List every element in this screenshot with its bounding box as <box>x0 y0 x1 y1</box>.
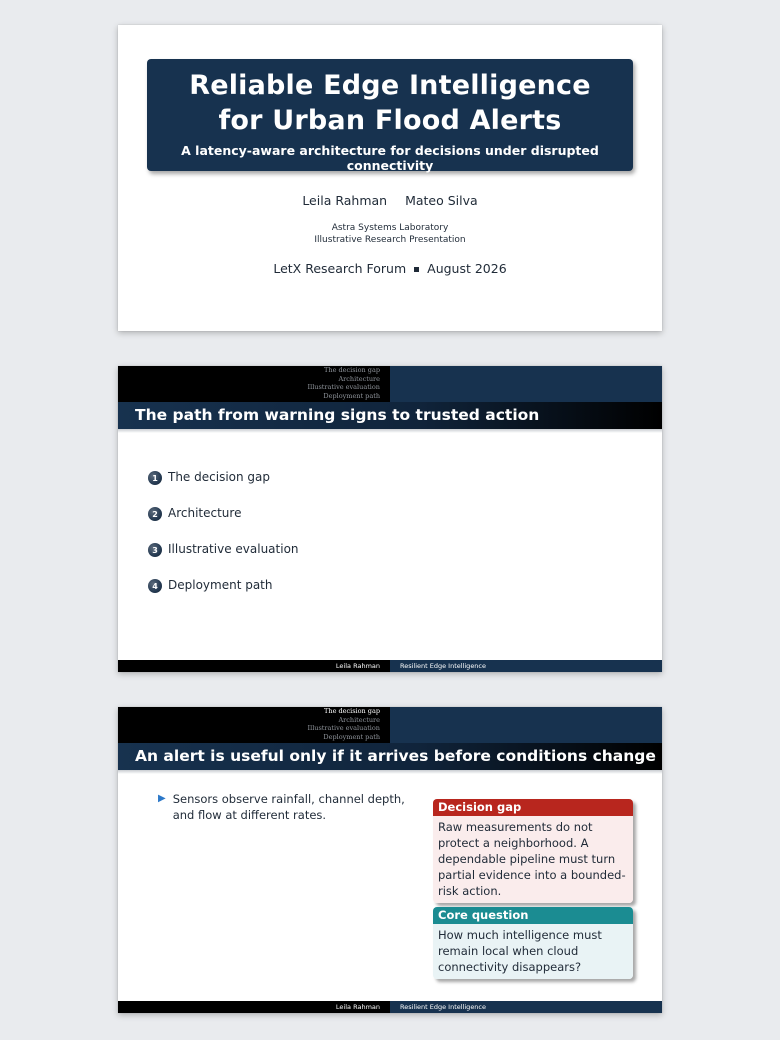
frame-title-shadow <box>118 770 662 774</box>
triangle-right-icon: ▶ <box>158 793 166 804</box>
toc-number-ball: 1 <box>148 471 162 485</box>
toc-item[interactable] <box>148 542 299 578</box>
venue-name: LetX Research Forum <box>273 261 407 276</box>
nav-item-illustrative-evaluation[interactable]: Illustrative evaluation <box>307 724 380 732</box>
nav-item-decision-gap[interactable]: The decision gap <box>324 366 380 374</box>
block-body: How much intelligence must remain local when cloud connectivity disappears? <box>433 924 633 979</box>
toc-item-label: Deployment path <box>168 578 273 592</box>
outline-slide <box>118 366 662 672</box>
toc-item[interactable] <box>148 506 299 542</box>
author-name: Mateo Silva <box>405 193 478 208</box>
affiliation-line: Astra Systems Laboratory <box>331 223 449 233</box>
toc-item[interactable] <box>148 578 299 614</box>
presentation-title-line-2: for Urban Flood Alerts <box>218 105 562 136</box>
slide-footer <box>118 1001 662 1013</box>
toc-number-ball: 4 <box>148 579 162 593</box>
decision-gap-slide <box>118 707 662 1013</box>
block-title: Core question <box>433 907 633 924</box>
frame-title-shadow <box>118 429 662 433</box>
toc-item-label: Illustrative evaluation <box>168 542 299 556</box>
square-bullet-icon <box>414 267 419 272</box>
nav-item-architecture[interactable]: Architecture <box>338 715 380 724</box>
alert-block-decision-gap <box>433 799 633 903</box>
frame-title: The path from warning signs to trusted action <box>118 402 662 429</box>
section-navigation-left <box>118 707 390 743</box>
footer-author: Leila Rahman <box>118 1001 390 1013</box>
table-of-contents <box>148 470 299 614</box>
author-list <box>118 193 662 208</box>
bullet-text: Sensors observe rainfall, channel depth, and flow at different rates. <box>172 792 405 822</box>
footer-author: Leila Rahman <box>118 660 390 672</box>
toc-item-label: Architecture <box>168 506 242 520</box>
slide-footer <box>118 660 662 672</box>
nav-item-decision-gap-active[interactable]: The decision gap <box>324 707 380 715</box>
venue-line <box>118 261 662 276</box>
presentation-subtitle: A latency-aware architecture for decisions under disrupted connectivity <box>181 143 599 173</box>
nav-item-illustrative-evaluation[interactable]: Illustrative evaluation <box>307 383 380 391</box>
example-block-core-question <box>433 907 633 979</box>
block-body: Raw measurements do not protect a neighborhood. A dependable pipeline must turn partial evidence into a bounded-risk action. <box>433 816 633 903</box>
title-box <box>147 59 633 171</box>
title-slide <box>118 25 662 331</box>
presentation-date: August 2026 <box>427 261 507 276</box>
toc-item[interactable] <box>148 470 299 506</box>
frame-title: An alert is useful only if it arrives before conditions change <box>118 743 662 770</box>
section-navigation-list <box>308 366 380 400</box>
nav-item-architecture[interactable]: Architecture <box>338 374 380 383</box>
section-navigation-bar <box>118 366 662 402</box>
section-navigation-left <box>118 366 390 402</box>
presentation-title-line-1: Reliable Edge Intelligence <box>189 70 591 101</box>
footer-short-title: Resilient Edge Intelligence <box>390 660 662 672</box>
toc-number-ball: 3 <box>148 543 162 557</box>
bullet-item <box>158 791 418 823</box>
affiliation-line: Illustrative Research Presentation <box>314 235 466 245</box>
nav-item-deployment-path[interactable]: Deployment path <box>323 391 380 400</box>
block-title: Decision gap <box>433 799 633 816</box>
section-navigation-list <box>308 707 380 741</box>
section-navigation-bar <box>118 707 662 743</box>
toc-item-label: The decision gap <box>168 470 270 484</box>
footer-short-title: Resilient Edge Intelligence <box>390 1001 662 1013</box>
nav-item-deployment-path[interactable]: Deployment path <box>323 732 380 741</box>
author-name: Leila Rahman <box>302 193 388 208</box>
toc-number-ball: 2 <box>148 507 162 521</box>
